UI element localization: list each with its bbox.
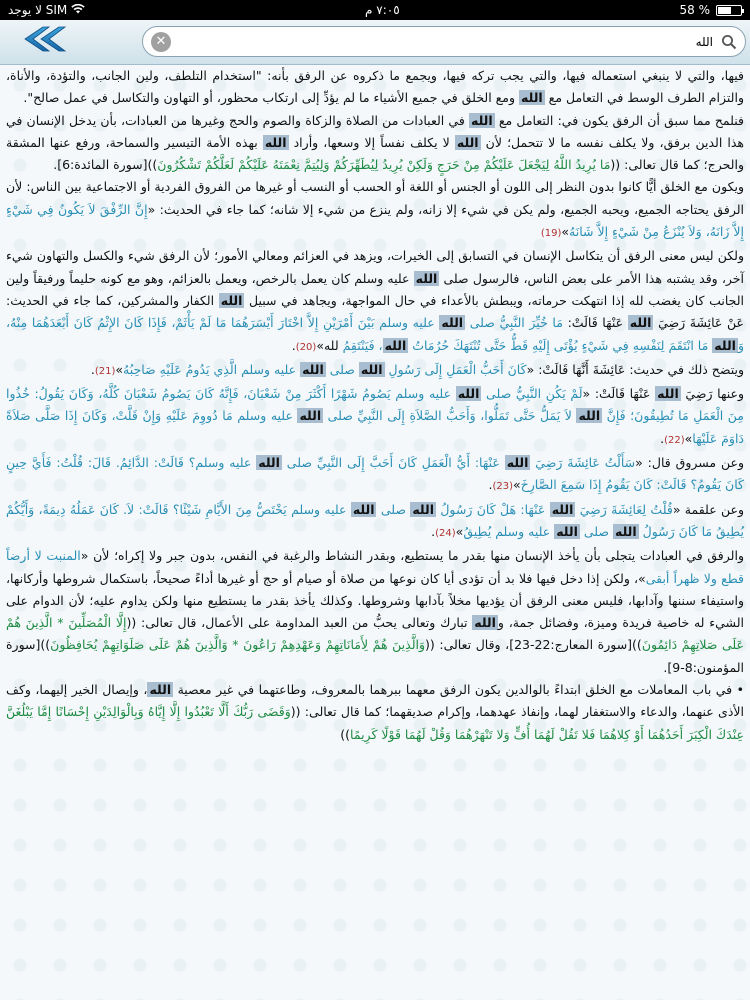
hadith-text: عَنْهَا: أَيُّ الْعَمَلِ كَانَ أَحَبَّ إِلَى النَّبِيِّ صلى	[281, 455, 505, 471]
highlighted-search-match: الله	[657, 386, 679, 402]
hadith-text: عليه وسلم الَّذِي يَدُومُ عَلَيْهِ صَاحِبُهُ	[123, 361, 301, 377]
footnote-ref[interactable]: (23)	[492, 481, 514, 493]
quran-verse: مَا يُرِيدُ اللَّهُ لِيَجْعَلَ عَلَيْكُمْ مِنْ حَرَجٍ وَلَكِنْ يُرِيدُ لِيُطَهِّرَكُمْ وَلِيُتِمَّ نِعْمَتَهُ عَلَيْكُمْ لَعَلَّكُمْ تَشْكُرُونَ	[157, 157, 611, 173]
text-run: فيها، والتي لا ينبغي استعماله فيها، والتي يجب تركه فيها، ويجمع ما ذكروه عن الرفق بأنه: "استخدام التلطف، ولين الجانب، والتؤدة، والأناة، والتزام الطرف الوسط في التعامل مع	[6, 68, 744, 106]
hadith-text: مَا انْتَقَمَ لِنَفْسِهِ فِي شَيْءٍ يُؤْتَى إِلَيْهِ قَطُّ حَتَّى تُنْتَهَكَ حُرُمَاتُ	[408, 337, 713, 353]
text-run: وعنها رَضِيَ	[680, 386, 744, 402]
text-run: .	[488, 477, 493, 493]
paragraph	[6, 359, 744, 383]
text-run: ويتضح ذلك في حديث: عَائِشَةَ أَنَّهَا قَالَتْ: «	[526, 361, 744, 377]
text-run: عَنْهَا قَالَتْ: «	[582, 386, 656, 402]
paragraph	[6, 65, 744, 110]
text-run: لا يكلف نفساً إلا وسعها، وأراد	[288, 134, 455, 150]
hadith-text: كَانَ أَحَبُّ الْعَمَلِ إِلَى رَسُولِ	[384, 361, 527, 377]
text-run: • في باب المعاملات مع الخلق ابتداءً بالوالدين يكون الرفق معهما ببرهما بالمعروف، وطاعتهما في غير معصية	[173, 682, 744, 698]
text-run: »	[513, 477, 521, 493]
text-run: بهذه الأمة التيسير والسماحة، ورفع عنها المشقة والحرج؛ كما قال تعالى: ((	[6, 134, 744, 173]
paragraph	[6, 545, 744, 679]
highlighted-search-match: الله	[578, 408, 601, 424]
text-run: ولكن ليس معنى الرفق أن يتكاسل الإنسان في التسابق إلى الخيرات، ويزهد في العزائم ومعالي الأمور؛ لأن الرفق شيء والكسل والتهاون شيء آخر، وقد يشتبه هذا الأمر على بعض الناس، فالرسول صلى	[6, 248, 744, 286]
paragraph	[6, 176, 744, 245]
hadith-text: عليه وسلم يُطِيقُ	[463, 523, 555, 539]
text-run: في العبادات من الصلاة والزكاة والصوم والحج وغيرها من العبادات، بأن يدخل الإنسان في هذا الدين برفق، ولا يكلف نفسه ما لا تتحمل؛ لأن	[6, 112, 745, 150]
text-run: لله»	[316, 337, 343, 353]
hadith-text: لاَ يَمَلُّ حَتَّى تَمَلُّوا، وَأَحَبُّ الصَّلاَةِ إِلَى النَّبِيِّ صلى	[323, 408, 577, 424]
footnote-ref[interactable]: (21)	[94, 365, 116, 377]
hadith-text: صلى	[325, 361, 359, 377]
status-bar	[0, 0, 750, 20]
clear-search-icon[interactable]: ✕	[151, 32, 171, 52]
paragraph	[6, 383, 744, 452]
footnote-ref[interactable]: (24)	[435, 527, 456, 539]
paragraph	[6, 110, 744, 177]
hadith-text: المنبت لا أرضاً قطع ولا ظهراً أبقى	[6, 548, 744, 586]
text-run: وعن مسروق قال: «	[635, 455, 745, 471]
text-run: ومع الخلق في جميع الأشياء ما لم يؤدِّ إلى ارتكاب محظور، أو التهاون والتكاسل في عمل صالح".	[23, 90, 520, 106]
wifi-icon	[71, 4, 85, 17]
highlighted-search-match: الله	[258, 455, 280, 471]
hadith-text: سَأَلْتُ عَائِشَةَ رَضِيَ	[530, 455, 636, 471]
highlighted-search-match: الله	[714, 337, 736, 353]
highlighted-search-match: الله	[551, 501, 574, 517]
text-run: تبارك وتعالى يحبُّ من العبد المداومة على الأعمال، قال تعالى: ((	[126, 615, 473, 631]
article-content	[0, 65, 750, 1000]
highlighted-search-match: الله	[360, 361, 383, 377]
footnote-ref[interactable]: (19)	[540, 228, 562, 240]
hadith-text: عليه وسلم مَا دُووِمَ عَلَيْهِ وَإِنْ قَلَّتْ، وَكَانَ إِذَا صَلَّى صَلاَةً دَاوَمَ عَلَيْهَا	[6, 408, 744, 446]
highlighted-search-match: الله	[457, 386, 480, 402]
battery-fill	[718, 7, 731, 14]
hadith-text: عليه وسلم يَخْتَصُّ مِنَ الأَيَّامِ شَيْئًا؟ قَالَتْ: لاَ. كَانَ عَمَلُهُ دِيمَةً، وَأَيُّكُمْ يُطِيقُ مَا كَانَ رَسُولُ	[6, 501, 744, 539]
highlighted-search-match: الله	[471, 112, 493, 128]
hadith-text: صلى	[376, 501, 411, 517]
double-chevron-left-icon	[21, 26, 67, 56]
highlighted-search-match: الله	[299, 408, 322, 424]
text-run: والرفق في العبادات يتجلى بأن يأخذ الإنسان منها بقدر ما يستطيع، وبقدر النشاط والرغبة في النفس، بدون جبر ولا إكراه؛ لأن «	[80, 548, 744, 564]
text-run: »، ولكن إذا دخل فيها فلا بد أن تؤدى أيا كان نوعها من صلاة أو صيام أو حج أو غيرها أداءً صحيحاً، باستكمال شروطها وأركانها، واستيفاء سننها وآدابها، فليس معنى الرفق أن يؤديها مخلاً بآدابها وشروطها. وكذلك يأخذ بقدر ما يستطيع منها ولكن يداوم عليه؛ لأن الدوام على الشيء له خاصية فريدة وميزة، وفضائل جمة، و	[6, 570, 744, 631]
status-left	[8, 3, 85, 17]
quran-verse: إِلَّا الْمُصَلِّينَ * الَّذِينَ هُمْ عَلَى صَلاتِهِمْ دَائِمُونَ	[6, 615, 744, 653]
text-run: عَنْهَا قَالَتْ:	[562, 315, 628, 331]
highlighted-search-match: الله	[474, 615, 496, 631]
hadith-text: عليه وسلم؟ قَالَتْ: الدَّائِمُ. قَالَ: قُلْتُ: فَأَيَّ حِينٍ كَانَ يَقُومُ؟ قَالَتْ: كَانَ يَقُومُ إِذَا سَمِعَ الصَّارِخَ	[6, 455, 744, 493]
back-button[interactable]	[14, 25, 74, 57]
highlighted-search-match: الله	[412, 501, 434, 517]
status-right	[679, 3, 742, 17]
hadith-text: ، فَيَنْتَقِمُ	[342, 337, 383, 353]
search-bar[interactable]	[142, 26, 746, 57]
text-run: .	[431, 523, 436, 539]
clock: ٧:٠٥ م	[365, 3, 400, 17]
highlighted-search-match: الله	[521, 90, 543, 106]
hadith-text: مَا خُيِّرَ النَّبِيُّ صلى	[465, 315, 563, 331]
carrier-label: لا يوجد SIM	[8, 3, 68, 17]
text-run: .	[291, 337, 296, 353]
paragraph	[6, 452, 744, 499]
text-run: »	[115, 361, 124, 377]
quran-verse: وَقَضَى رَبُّكَ أَلَّا تَعْبُدُوا إِلَّا إِيَّاهُ وَبِالْوَالِدَيْنِ إِحْسَانًا إِمَّا يَبْلُغَنَّ عِنْدَكَ الْكِبَرَ أَحَدُهُمَا أَوْ كِلاهُمَا فَلا تَقُلْ لَهُمَا أُفٍّ وَلا تَنْهَرْهُمَا وَقُلْ لَهُمَا قَوْلًا كَرِيمًا	[6, 704, 744, 742]
quran-verse: وَالَّذِينَ هُمْ لِأَمَانَاتِهِمْ وَعَهْدِهِمْ رَاعُونَ * وَالَّذِينَ هُمْ عَلَى صَلَوَاتِهِمْ يُحَافِظُونَ	[50, 637, 426, 653]
text-run: .	[660, 430, 665, 446]
text-run: ويكون مع الخلق أيًّا كانوا بدون النظر إلى اللون أو الجنس أو اللغة أو الحسب أو النسب أو غيرها من الفروق الفردية أو الاجتماعية بين الناس: لأن الرفق يحتاجه الجميع، ويحبه الجميع، ولم يكن في شيء إلا زانه، ولم ينزع من شيء إلا شانه؛ كما جاء في الحديث: «	[6, 179, 744, 217]
highlighted-search-match: الله	[441, 315, 464, 331]
text-run: ))	[340, 726, 351, 742]
highlighted-search-match: الله	[149, 682, 172, 698]
text-run: »	[455, 523, 464, 539]
highlighted-search-match: الله	[629, 315, 652, 331]
highlighted-search-match: الله	[352, 501, 375, 517]
highlighted-search-match: الله	[384, 337, 407, 353]
paragraph	[6, 245, 744, 358]
hadith-text: عليه وسلم بَيْنَ أَمْرَيْنِ إِلاَّ اخْتَارَ أَيْسَرَهُمَا مَا لَمْ يَأْثَمْ، فَإِذَا كَانَ الإِثْمُ كَانَ أَبْعَدَهُمَا مِنْهُ، وَ	[6, 315, 744, 353]
text-run: ))[سورة المؤمنون:8-9].	[6, 637, 744, 675]
footnote-ref[interactable]: (20)	[295, 341, 317, 353]
hadith-text: عليه وسلم يَصُومُ شَهْرًا أَكْثَرَ مِنْ شَعْبَانَ، فَإِنَّهُ كَانَ يَصُومُ شَعْبَانَ كُلَّهُ، وَكَانَ يَقُولُ: خُذُوا مِنَ الْعَمَلِ مَا تُطِيقُونَ؛ فَإِنَّ	[6, 386, 744, 424]
search-icon	[721, 34, 737, 50]
highlighted-search-match: الله	[415, 270, 438, 286]
highlighted-search-match: الله	[302, 361, 324, 377]
footnote-ref[interactable]: (22)	[664, 434, 685, 446]
battery-percent: 58 %	[679, 3, 710, 17]
hadith-text: صلى	[579, 523, 613, 539]
highlighted-search-match: الله	[220, 292, 243, 308]
text-run: .	[90, 361, 95, 377]
text-run: ))[سورة المعارج:22-23]، وقال تعالى: ((	[425, 637, 642, 653]
highlighted-search-match: الله	[615, 523, 637, 539]
paragraph	[6, 499, 744, 546]
hadith-text: قُلْتُ لِعَائِشَةَ رَضِيَ	[575, 501, 673, 517]
text-run: عليه وسلم كان يعمل بالرخص، ويعمل بالعزائم، وهو مع كونه حليماً ورفيقاً ولين الجانب كان يغضب لله إذا انتهكت حرماته، ويبطش بالأعداء في حال المواجهة، ويجاهد في سبيل	[6, 270, 745, 308]
text-run: »	[684, 430, 693, 446]
battery-icon	[716, 5, 742, 16]
text-run: وعن علقمة «	[672, 501, 744, 517]
hadith-text: لَمْ يَكُنِ النَّبِيُّ صلى	[481, 386, 583, 402]
hadith-text: إِنَّ الرِّفْقَ لاَ يَكُونُ فِي شَيْءٍ إِلاَّ زَانَهُ، وَلاَ يُنْزَعُ مِنْ شَيْءٍ إِلاَّ شَانَهُ	[6, 201, 744, 240]
highlighted-search-match: الله	[456, 134, 479, 150]
text-run: »	[561, 224, 570, 240]
search-input[interactable]	[171, 35, 721, 49]
text-run: ، وإيصال الخير إليهما، وكف الأذى عنهما، والدعاء والاستغفار لهما، وإنفاذ عهدهما، وإكرام صديقهما؛ كما قال تعالى: ((	[6, 682, 745, 720]
paragraph	[6, 679, 744, 746]
text-run: الكفار والمشركين، كما جاء في الحديث: عَنْ عَائِشَةَ رَضِيَ	[6, 292, 745, 331]
text-run: فنلمح مما سبق أن الرفق يكون في: التعامل مع	[494, 112, 745, 128]
highlighted-search-match: الله	[506, 455, 529, 471]
toolbar	[0, 20, 750, 65]
hadith-text: عَنْهَا: هَلْ كَانَ رَسُولُ	[436, 501, 550, 517]
highlighted-search-match: الله	[264, 134, 287, 150]
text-run: ))[سورة المائدة:6].	[53, 157, 158, 173]
highlighted-search-match: الله	[556, 523, 578, 539]
